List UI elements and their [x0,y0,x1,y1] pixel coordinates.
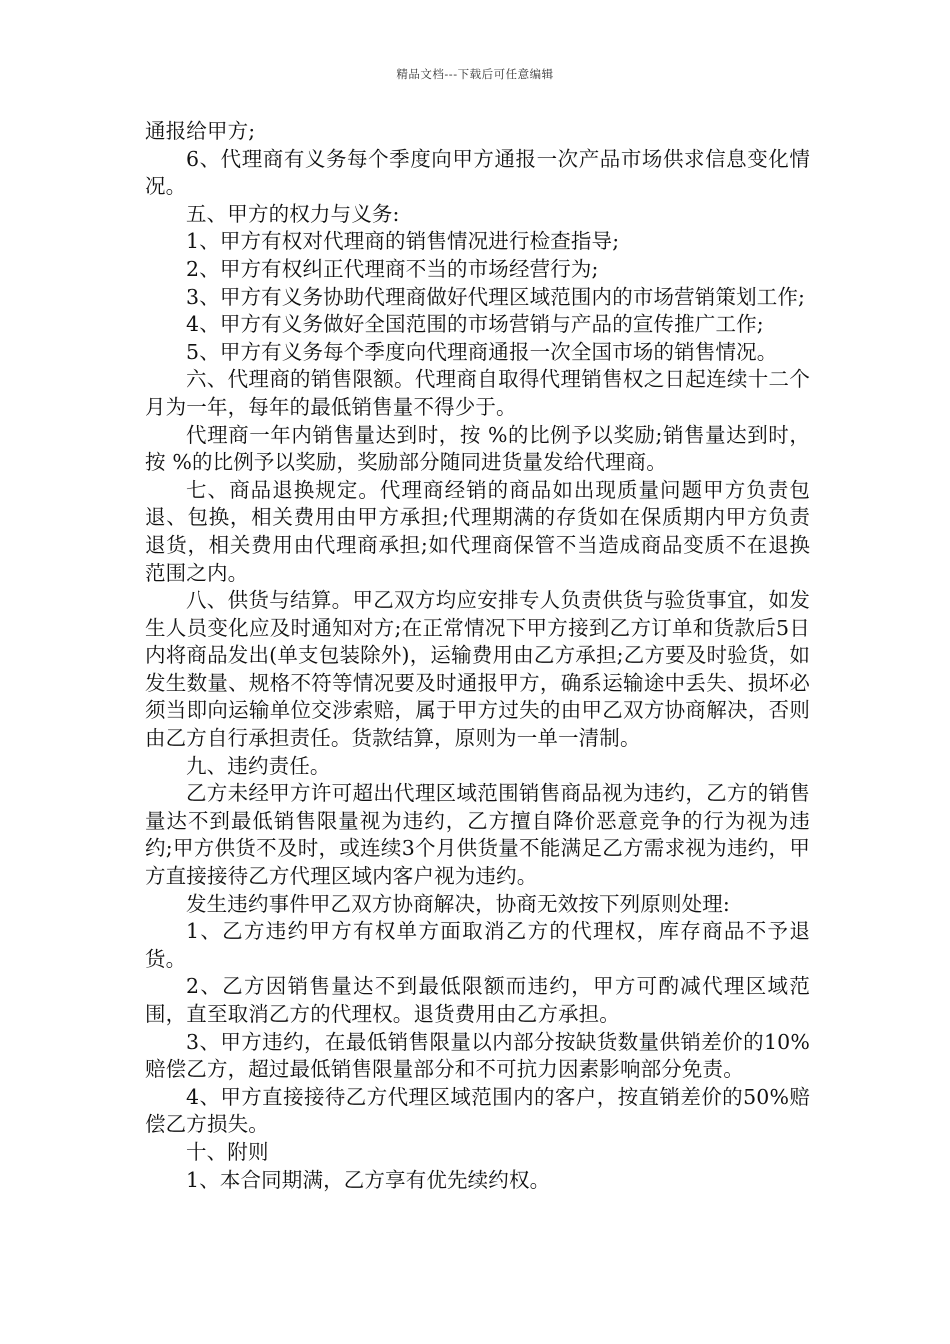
paragraph: 通报给甲方; [145,119,256,143]
paragraph: 1、本合同期满，乙方享有优先续约权。 [186,1167,551,1192]
paragraph: 2、甲方有权纠正代理商不当的市场经营行为; [186,256,599,281]
paragraph: 4、甲方有义务做好全国范围的市场营销与产品的宣传推广工作; [186,312,764,337]
paragraph: 3、甲方违约，在最低销售限量以内部分按缺货数量供销差价的10%赔偿乙方，超过最低销售限量部分和不可抗力因素影响部分免责。 [145,1029,810,1082]
paragraph: 1、甲方有权对代理商的销售情况进行检查指导; [186,229,620,254]
document-body [145,118,810,1194]
section-heading: 十、附则 [186,1139,269,1164]
section-heading: 五、甲方的权力与义务: [186,201,400,226]
paragraph: 发生违约事件甲乙双方协商解决，协商无效按下列原则处理: [186,891,730,916]
section-heading: 八、供货与结算。甲乙双方均应安排专人负责供货与验货事宜，如发生人员变化应及时通知对方;在正常情况下甲方接到乙方订单和货款后5日内将商品发出(单支包装除外)，运输费用由乙方承担;乙方要及时验货，如发生数量、规格不符等情况要及时通报甲方，确系运输途中丢失、损坏必须当即向运输单位交涉索赔，属于甲方过失的由甲乙双方协商解决，否则由乙方自行承担责任。货款结算，原则为一单一清制。 [145,588,810,751]
paragraph: 6、代理商有义务每个季度向甲方通报一次产品市场供求信息变化情况。 [145,146,810,199]
page-header: 精品文档---下载后可任意编辑 [396,67,554,81]
section-heading: 九、违约责任。 [186,753,331,778]
section-heading: 七、商品退换规定。代理商经销的商品如出现质量问题甲方负责包退、包换，相关费用由甲方承担;代理期满的存货如在保质期内甲方负责退货，相关费用由代理商承担;如代理商保管不当造成商品变质不在退换范围之内。 [145,477,810,585]
paragraph: 5、甲方有义务每个季度向代理商通报一次全国市场的销售情况。 [186,339,778,364]
paragraph: 3、甲方有义务协助代理商做好代理区域范围内的市场营销策划工作; [186,284,806,309]
paragraph: 2、乙方因销售量达不到最低限额而违约，甲方可酌减代理区域范围，直至取消乙方的代理权。退货费用由乙方承担。 [145,974,810,1026]
paragraph: 4、甲方直接接待乙方代理区域范围内的客户，按直销差价的50%赔偿乙方损失。 [145,1084,810,1137]
paragraph: 代理商一年内销售量达到时，按 %的比例予以奖励;销售量达到时，按 %的比例予以奖励，奖励部分随同进货量发给代理商。 [145,422,810,475]
paragraph: 1、乙方违约甲方有权单方面取消乙方的代理权，库存商品不予退货。 [145,919,810,971]
paragraph: 乙方未经甲方许可超出代理区域范围销售商品视为违约，乙方的销售量达不到最低销售限量视为违约，乙方擅自降价恶意竞争的行为视为违约;甲方供货不及时，或连续3个月供货量不能满足乙方需求视为违约，甲方直接接待乙方代理区域内客户视为违约。 [145,781,810,889]
section-heading: 六、代理商的销售限额。代理商自取得代理销售权之日起连续十二个月为一年，每年的最低销售量不得少于。 [145,367,810,419]
